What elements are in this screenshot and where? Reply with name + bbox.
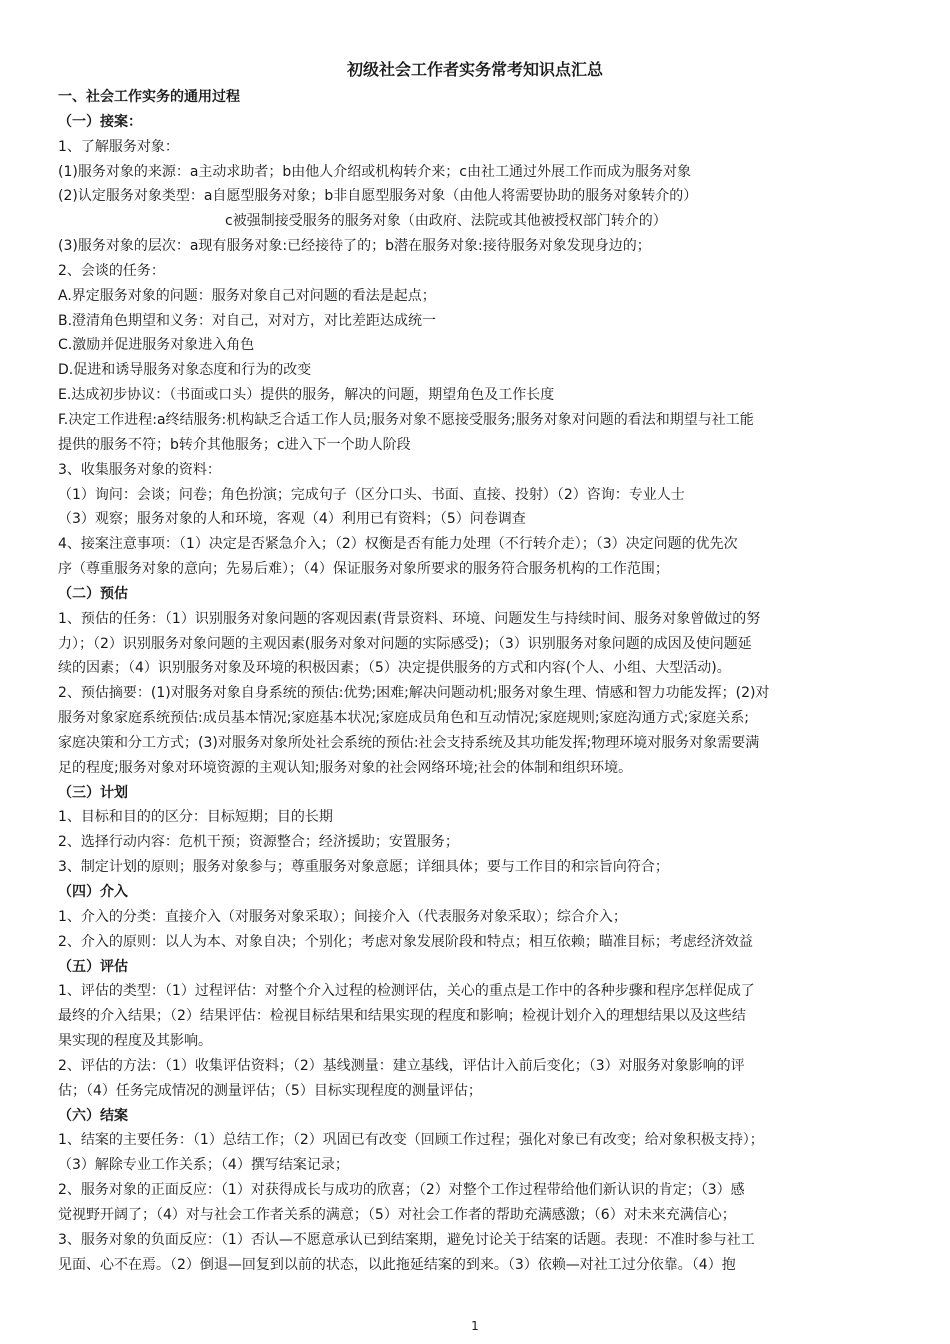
document-title: 初级社会工作者实务常考知识点汇总 (346, 60, 603, 79)
text-line: 3、服务对象的负面反应：（1）否认—不愿意承认已到结案期，避免讨论关于结案的话题。表现：不准时参与社工 (58, 1231, 755, 1248)
text-line: 2、介入的原则：以人为本、对象自决；个别化；考虑对象发展阶段和特点；相互依赖；瞄准目标；考虑经济效益 (58, 933, 753, 950)
subsection-heading: （四）介入 (58, 884, 128, 900)
text-line: A.界定服务对象的问题：服务对象自己对问题的看法是起点； (58, 287, 436, 304)
subsection-heading: （三）计划 (58, 784, 128, 801)
text-line: 4、接案注意事项：（1）决定是否紧急介入；（2）权衡是否有能力处理（不行转介走）；（3）决定问题的优先次 (58, 536, 738, 553)
subsection-heading: （五）评估 (58, 958, 128, 975)
text-line: 2、选择行动内容：危机干预；资源整合；经济援助；安置服务； (58, 834, 459, 851)
text-line: 序（尊重服务对象的意向；先易后难）；（4）保证服务对象所要求的服务符合服务机构的工作范围； (58, 561, 669, 578)
text-line: 觉视野开阔了；（4）对与社会工作者关系的满意；（5）对社会工作者的帮助充满感激；（6）对未来充满信心； (58, 1206, 736, 1223)
text-line: 3、制定计划的原则；服务对象参与；尊重服务对象意愿；详细具体；要与工作目的和宗旨向符合； (58, 859, 669, 876)
text-line: 3、收集服务对象的资料： (58, 461, 221, 478)
text-line: 家庭决策和分工方式；(3)对服务对象所处社会系统的预估:社会支持系统及其功能发挥;物理环境对服务对象需要满 (58, 734, 760, 751)
text-line: 果实现的程度及其影响。 (58, 1033, 212, 1050)
text-line: D.促进和诱导服务对象态度和行为的改变 (58, 362, 312, 379)
text-line: (2)认定服务对象类型：a自愿型服务对象；b非自愿型服务对象（由他人将需要协助的服务对象转介的） (58, 188, 698, 205)
text-line: 足的程度;服务对象对环境资源的主观认知;服务对象的社会网络环境;社会的体制和组织环境。 (58, 759, 633, 776)
text-line: 1、结案的主要任务：（1）总结工作；（2）巩固已有改变（回顾工作过程；强化对象已有改变；给对象积极支持）； (58, 1132, 764, 1149)
text-line: 1、评估的类型：（1）过程评估：对整个介入过程的检测评估，关心的重点是工作中的各种步骤和程序怎样促成了 (58, 983, 755, 1000)
text-line: 2、会谈的任务： (58, 262, 165, 279)
text-line: C.激励并促进服务对象进入角色 (58, 337, 255, 354)
text-line: (1)服务对象的来源：a主动求助者；b由他人介绍或机构转介来；c由社工通过外展工作而成为服务对象 (58, 163, 691, 180)
text-line: B.澄清角色期望和义务：对自己，对对方，对比差距达成统一 (58, 312, 437, 329)
text-line: 1、目标和目的的区分：目标短期；目的长期 (58, 809, 333, 826)
subsection-heading: （一）接案： (58, 113, 142, 130)
text-line: （3）观察；服务对象的人和环境，客观（4）利用已有资料；（5）问卷调查 (58, 511, 526, 528)
text-line: 力）；（2）识别服务对象问题的主观因素(服务对象对问题的实际感受)；（3）识别服务对象问题的成因及使问题延 (58, 635, 752, 652)
text-line: E.达成初步协议：（书面或口头）提供的服务，解决的问题，期望角色及工作长度 (58, 387, 555, 404)
text-line: 2、服务对象的正面反应：（1）对获得成长与成功的欣喜；（2）对整个工作过程带给他们新认识的肯定；（3）感 (58, 1182, 745, 1199)
text-line: 续的因素；（4）识别服务对象及环境的积极因素；（5）决定提供服务的方式和内容(个人、小组、大型活动)。 (58, 660, 731, 677)
text-line: （3）解除专业工作关系；（4）撰写结案记录； (58, 1157, 349, 1174)
text-line: 1、介入的分类：直接介入（对服务对象采取）；间接介入（代表服务对象采取）；综合介入； (58, 908, 627, 925)
page-number: 1 (471, 1319, 479, 1333)
subsection-heading: （二）预估 (58, 585, 128, 602)
text-line: 最终的介入结果；（2）结果评估：检视目标结果和结果实现的程度和影响；检视计划介入的理想结果以及这些结 (58, 1008, 746, 1025)
document-body (58, 85, 898, 1278)
text-line: c被强制接受服务的服务对象（由政府、法院或其他被授权部门转介的） (225, 213, 667, 230)
text-line: （1）询问：会谈；问卷；角色扮演；完成句子（区分口头、书面、直接、投射）（2）咨询：专业人士 (58, 486, 685, 503)
section-heading: 一、社会工作实务的通用过程 (58, 89, 240, 105)
text-line: 1、了解服务对象： (58, 138, 179, 155)
text-line: 服务对象家庭系统预估:成员基本情况;家庭基本状况;家庭成员角色和互动情况;家庭规则;家庭沟通方式;家庭关系; (58, 710, 750, 727)
text-line: 估；（4）任务完成情况的测量评估；（5）目标实现程度的测量评估； (58, 1082, 482, 1099)
subsection-heading: （六）结案 (58, 1107, 128, 1124)
text-line: 2、预估摘要：(1)对服务对象自身系统的预估:优势;困难;解决问题动机;服务对象生理、情感和智力功能发挥；(2)对 (58, 685, 770, 702)
text-line: (3)服务对象的层次：a现有服务对象:已经接待了的；b潜在服务对象:接待服务对象发现身边的； (58, 238, 651, 255)
text-line: 提供的服务不符；b转介其他服务；c进入下一个助人阶段 (58, 436, 411, 453)
text-line: F.决定工作进程:a终结服务:机构缺乏合适工作人员;服务对象不愿接受服务;服务对象对问题的看法和期望与社工能 (58, 411, 754, 428)
text-line: 见面、心不在焉。（2）倒退—回复到以前的状态，以此拖延结案的到来。（3）依赖—对社工过分依靠。（4）抱 (58, 1256, 736, 1273)
text-line: 1、预估的任务：（1）识别服务对象问题的客观因素(背景资料、环境、问题发生与持续时间、服务对象曾做过的努 (58, 610, 761, 627)
text-line: 2、评估的方法：（1）收集评估资料；（2）基线测量：建立基线，评估计入前后变化；（3）对服务对象影响的评 (58, 1057, 745, 1074)
